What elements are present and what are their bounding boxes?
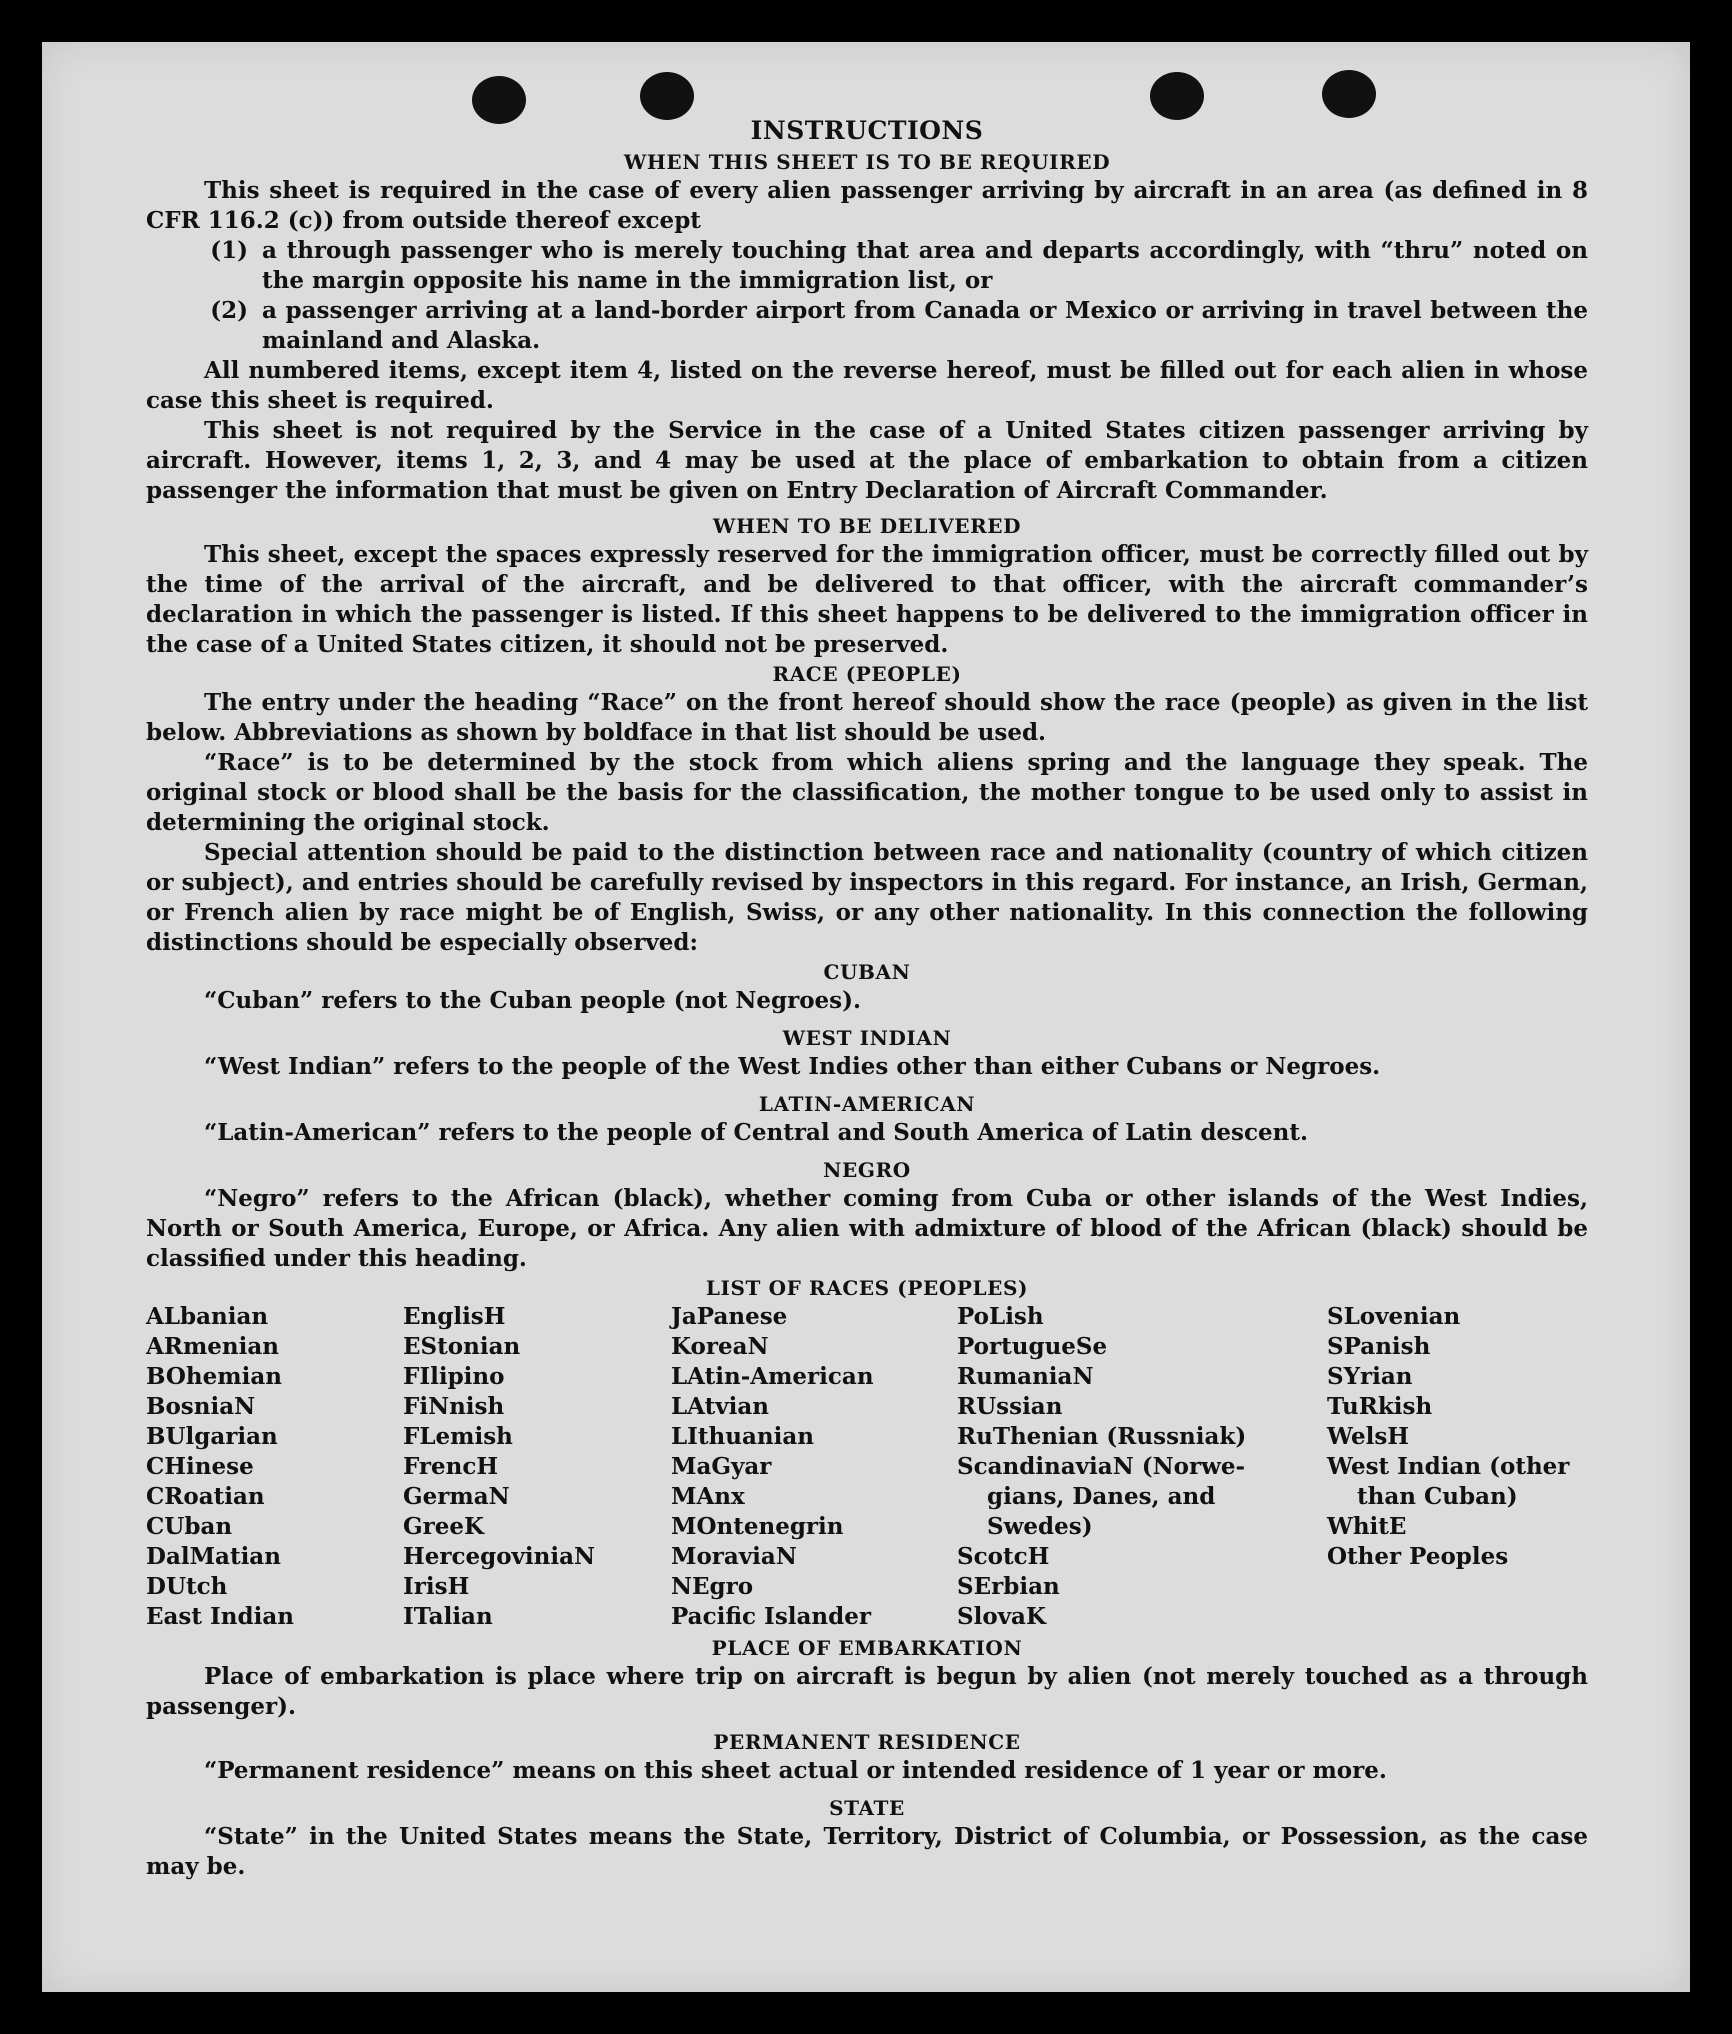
race-entry: DalMatian: [146, 1543, 281, 1570]
races-list: [146, 1302, 1588, 1632]
paragraph: “Permanent residence” means on this sheet actual or intended residence of 1 year or more.: [204, 1757, 1387, 1784]
race-entry: MaGyar: [671, 1453, 772, 1480]
race-entry: WhitE: [1327, 1513, 1407, 1540]
punch-hole-4: [1322, 70, 1376, 118]
race-entry: WelsH: [1327, 1423, 1410, 1450]
race-entry: MAnx: [671, 1483, 745, 1510]
paragraph: All numbered items, except item 4, listed on the reverse hereof, must be filled out for each alien in whose case this sheet is required.: [146, 357, 1588, 414]
race-entry: SPanish: [1327, 1333, 1431, 1360]
race-entry: LAtvian: [671, 1393, 769, 1420]
item-number: (2): [210, 297, 248, 324]
section-heading-when-required: WHEN THIS SHEET IS TO BE REQUIRED: [623, 150, 1111, 174]
race-entry: IrisH: [403, 1573, 470, 1600]
race-entry: FrencH: [403, 1453, 499, 1480]
race-entry: Pacific Islander: [671, 1603, 871, 1630]
race-entry: West Indian (other: [1327, 1453, 1570, 1480]
races-column-3: [671, 1302, 957, 1632]
race-entry: than Cuban): [1357, 1483, 1518, 1510]
punch-hole-3: [1150, 72, 1204, 120]
paragraph: “State” in the United States means the State, Territory, District of Columbia, or Possession, as the case may be.: [146, 1823, 1588, 1880]
section-heading-permanent-residence: PERMANENT RESIDENCE: [713, 1730, 1021, 1754]
race-entry: NEgro: [671, 1573, 754, 1600]
races-column-5: [1327, 1302, 1588, 1632]
race-entry: RuThenian (Russniak): [957, 1423, 1247, 1450]
item-number: (1): [210, 237, 248, 264]
section-heading-cuban: CUBAN: [823, 960, 911, 984]
paragraph: Special attention should be paid to the distinction between race and nationality (country of which citizen or subject), and entries should be carefully revised by inspectors in this regard. For instance, an Irish, German, or French alien by race might be of English, Swiss, or any other nationality. In this connection the following distinctions should be especially observed:: [146, 839, 1588, 956]
section-heading-west-indian: WEST INDIAN: [782, 1026, 952, 1050]
section-heading-state: STATE: [829, 1796, 905, 1820]
race-entry: gians, Danes, and: [987, 1483, 1216, 1510]
section-heading-list-of-races: LIST OF RACES (PEOPLES): [705, 1276, 1029, 1300]
race-entry: HercegoviniaN: [403, 1543, 596, 1570]
section-heading-negro: NEGRO: [823, 1158, 911, 1182]
race-entry: SYrian: [1327, 1363, 1413, 1390]
punch-hole-2: [640, 72, 694, 120]
race-entry: ITalian: [403, 1603, 493, 1630]
race-entry: ALbanian: [146, 1303, 269, 1330]
races-column-2: [403, 1302, 671, 1632]
paragraph: “Cuban” refers to the Cuban people (not Negroes).: [204, 987, 862, 1014]
race-entry: BUlgarian: [146, 1423, 278, 1450]
race-entry: Other Peoples: [1327, 1543, 1509, 1570]
race-entry: CUban: [146, 1513, 233, 1540]
races-column-4: [957, 1302, 1327, 1632]
exception-item: [146, 236, 1588, 296]
race-entry: LAtin-American: [671, 1363, 874, 1390]
race-entry: PortugueSe: [957, 1333, 1108, 1360]
paragraph: “Race” is to be determined by the stock from which aliens spring and the language they speak. The original stock or blood shall be the basis for the classification, the mother tongue to be used only to assist in determining the original stock.: [146, 749, 1588, 836]
paragraph: This sheet is not required by the Service in the case of a United States citizen passenger arriving by aircraft. However, items 1, 2, 3, and 4 may be used at the place of embarkation to obtain from a citizen passenger the information that must be given on Entry Declaration of Aircraft Commander.: [146, 417, 1588, 504]
race-entry: FIlipino: [403, 1363, 505, 1390]
paragraph: “West Indian” refers to the people of the West Indies other than either Cubans or Negroes.: [204, 1053, 1381, 1080]
race-entry: CRoatian: [146, 1483, 265, 1510]
instructions-content: [146, 114, 1588, 1882]
paragraph: Place of embarkation is place where trip on aircraft is begun by alien (not merely touched as a through passenger).: [146, 1663, 1588, 1720]
paragraph: The entry under the heading “Race” on the front hereof should show the race (people) as given in the list below. Abbreviations as shown by boldface in that list should be used.: [146, 689, 1588, 746]
document-page: [42, 42, 1690, 1992]
race-entry: JaPanese: [671, 1303, 788, 1330]
race-entry: RUssian: [957, 1393, 1063, 1420]
race-entry: SLovenian: [1327, 1303, 1461, 1330]
race-entry: KoreaN: [671, 1333, 769, 1360]
race-entry: DUtch: [146, 1573, 228, 1600]
race-entry: MOntenegrin: [671, 1513, 844, 1540]
page-title: INSTRUCTIONS: [750, 116, 984, 145]
race-entry: East Indian: [146, 1603, 294, 1630]
race-entry: ARmenian: [146, 1333, 280, 1360]
paragraph: “Latin-American” refers to the people of Central and South America of Latin descent.: [204, 1119, 1308, 1146]
paragraph: This sheet is required in the case of every alien passenger arriving by aircraft in an area (as defined in 8 CFR 116.2 (c)) from outside thereof except: [146, 177, 1588, 234]
race-entry: ScandinaviaN (Norwe-: [957, 1453, 1246, 1480]
race-entry: GreeK: [403, 1513, 485, 1540]
race-entry: FiNnish: [403, 1393, 505, 1420]
races-column-1: [146, 1302, 403, 1632]
exception-item: [146, 296, 1588, 356]
paragraph: This sheet, except the spaces expressly reserved for the immigration officer, must be correctly filled out by the time of the arrival of the aircraft, and be delivered to that officer, with the aircraft commander’s declaration in which the passenger is listed. If this sheet happens to be delivered to the immigration officer in the case of a United States citizen, it should not be preserved.: [146, 541, 1588, 658]
section-heading-when-delivered: WHEN TO BE DELIVERED: [712, 514, 1022, 538]
section-heading-race: RACE (PEOPLE): [772, 662, 962, 686]
item-text: a through passenger who is merely touching that area and departs accordingly, with “thru” noted on the margin opposite his name in the immigration list, or: [262, 237, 1588, 294]
race-entry: BosniaN: [146, 1393, 256, 1420]
race-entry: RumaniaN: [957, 1363, 1094, 1390]
race-entry: EnglisH: [403, 1303, 506, 1330]
item-text: a passenger arriving at a land-border airport from Canada or Mexico or arriving in travel between the mainland and Alaska.: [262, 297, 1588, 354]
race-entry: TuRkish: [1327, 1393, 1433, 1420]
race-entry: MoraviaN: [671, 1543, 797, 1570]
race-entry: SlovaK: [957, 1603, 1046, 1630]
race-entry: GermaN: [403, 1483, 510, 1510]
race-entry: FLemish: [403, 1423, 513, 1450]
race-entry: EStonian: [403, 1333, 521, 1360]
section-heading-latin-american: LATIN-AMERICAN: [758, 1092, 976, 1116]
race-entry: CHinese: [146, 1453, 254, 1480]
paragraph: “Negro” refers to the African (black), whether coming from Cuba or other islands of the West Indies, North or South America, Europe, or Africa. Any alien with admixture of blood of the African (black) should be classified under this heading.: [146, 1185, 1588, 1272]
race-entry: SErbian: [957, 1573, 1060, 1600]
race-entry: BOhemian: [146, 1363, 282, 1390]
race-entry: PoLish: [957, 1303, 1044, 1330]
race-entry: ScotcH: [957, 1543, 1050, 1570]
race-entry: Swedes): [987, 1513, 1093, 1540]
race-entry: LIthuanian: [671, 1423, 814, 1450]
section-heading-embarkation: PLACE OF EMBARKATION: [711, 1636, 1023, 1660]
